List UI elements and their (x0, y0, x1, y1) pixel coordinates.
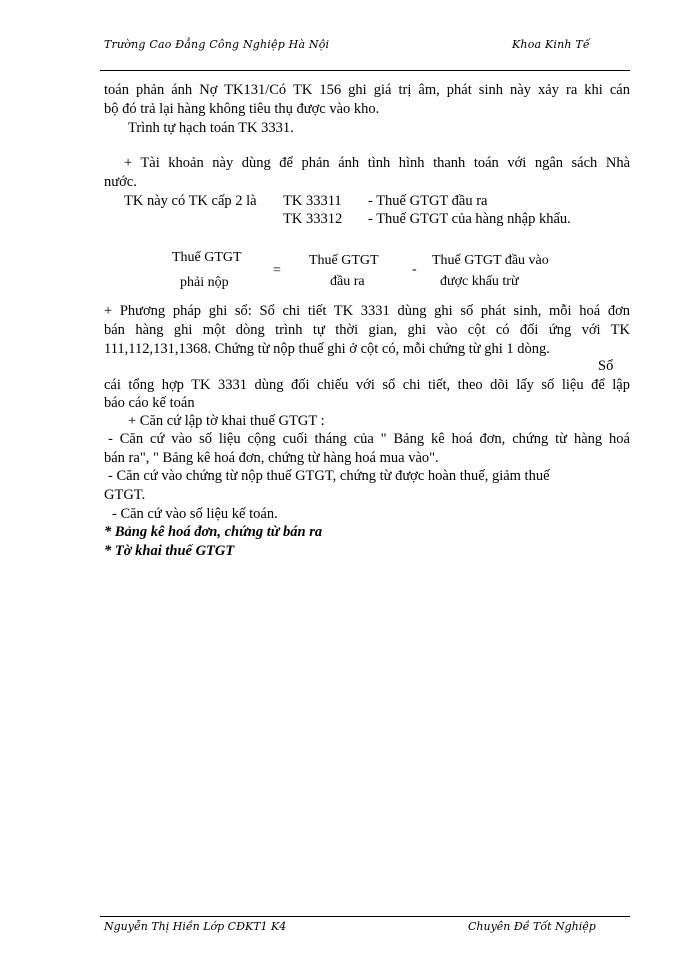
paragraph-line: Sổ (598, 358, 614, 374)
sub-account-code: TK 33312 (283, 211, 343, 227)
footer-author: Nguyễn Thị Hiền Lớp CĐKT1 K4 (104, 920, 287, 933)
formula-lhs-top: Thuế GTGT (172, 250, 242, 265)
paragraph-line: - Căn cứ vào chứng từ nộp thuế GTGT, chứng từ được hoàn thuế, giảm thuế (108, 468, 550, 484)
paragraph-line: báo cáo kế toán (104, 395, 195, 411)
paragraph-line: GTGT. (104, 487, 146, 503)
sub-account-desc: - Thuế GTGT đầu ra (368, 193, 488, 209)
paragraph-line: 111,112,131,1368. Chứng từ nộp thuế ghi ở cột có, mỗi chứng từ ghi 1 dòng. (104, 341, 550, 357)
paragraph-line: + Căn cứ lập tờ khai thuế GTGT : (128, 413, 325, 429)
formula-lhs-bottom: phải nộp (180, 275, 229, 290)
formula-minus: - (412, 262, 417, 277)
paragraph-line: + Phương pháp ghi sổ: Sổ chi tiết TK 3331 dùng ghi số phát sinh, mỗi hoá đơn (104, 303, 630, 319)
paragraph-line: Trình tự hạch toán TK 3331. (128, 120, 294, 136)
formula-term2-bottom: được khấu trừ (440, 274, 519, 289)
header-school-name: Trường Cao Đẳng Công Nghiệp Hà Nội (104, 38, 330, 51)
paragraph-line: - Căn cứ vào số liệu kế toán. (112, 506, 278, 522)
footer-title: Chuyên Đề Tốt Nghiệp (468, 920, 596, 933)
formula-term1-bottom: đầu ra (330, 274, 365, 289)
list-item: * Tờ khai thuế GTGT (104, 543, 235, 559)
paragraph-line: bộ đó trả lại hàng không tiêu thụ được vào kho. (104, 101, 380, 117)
paragraph-line: + Tài khoản này dùng để phản ánh tình hình thanh toán với ngân sách Nhà (124, 155, 630, 171)
formula-term1-top: Thuế GTGT (309, 253, 379, 268)
formula-term2-top: Thuế GTGT đầu vào (432, 253, 549, 268)
paragraph-line: nước. (104, 174, 137, 190)
list-item: * Bảng kê hoá đơn, chứng từ bán ra (104, 524, 323, 540)
paragraph-line: toán phản ánh Nợ TK131/Có TK 156 ghi giá trị âm, phát sinh này xảy ra khi cán (104, 82, 630, 98)
paragraph-line: cái tổng hợp TK 3331 dùng đối chiếu với sổ chi tiết, theo dõi lấy số liệu để lập (104, 377, 630, 393)
paragraph-line: bán ra", " Bảng kê hoá đơn, chứng từ hàng hoá mua vào". (104, 450, 439, 466)
formula-equals: = (273, 263, 281, 278)
paragraph-line: bán hàng ghi một dòng trình tự thời gian, ghi vào cột có đối ứng với TK (104, 322, 630, 338)
header-faculty-name: Khoa Kinh Tế (512, 38, 590, 51)
sub-account-code: TK 33311 (283, 193, 342, 209)
footer-rule (100, 916, 630, 917)
sub-account-intro: TK này có TK cấp 2 là (124, 193, 257, 209)
paragraph-line: - Căn cứ vào số liệu cộng cuối tháng của " Bảng kê hoá đơn, chứng từ hàng hoá (108, 431, 630, 447)
sub-account-desc: - Thuế GTGT của hàng nhập khẩu. (368, 211, 571, 227)
header-rule (100, 70, 630, 71)
